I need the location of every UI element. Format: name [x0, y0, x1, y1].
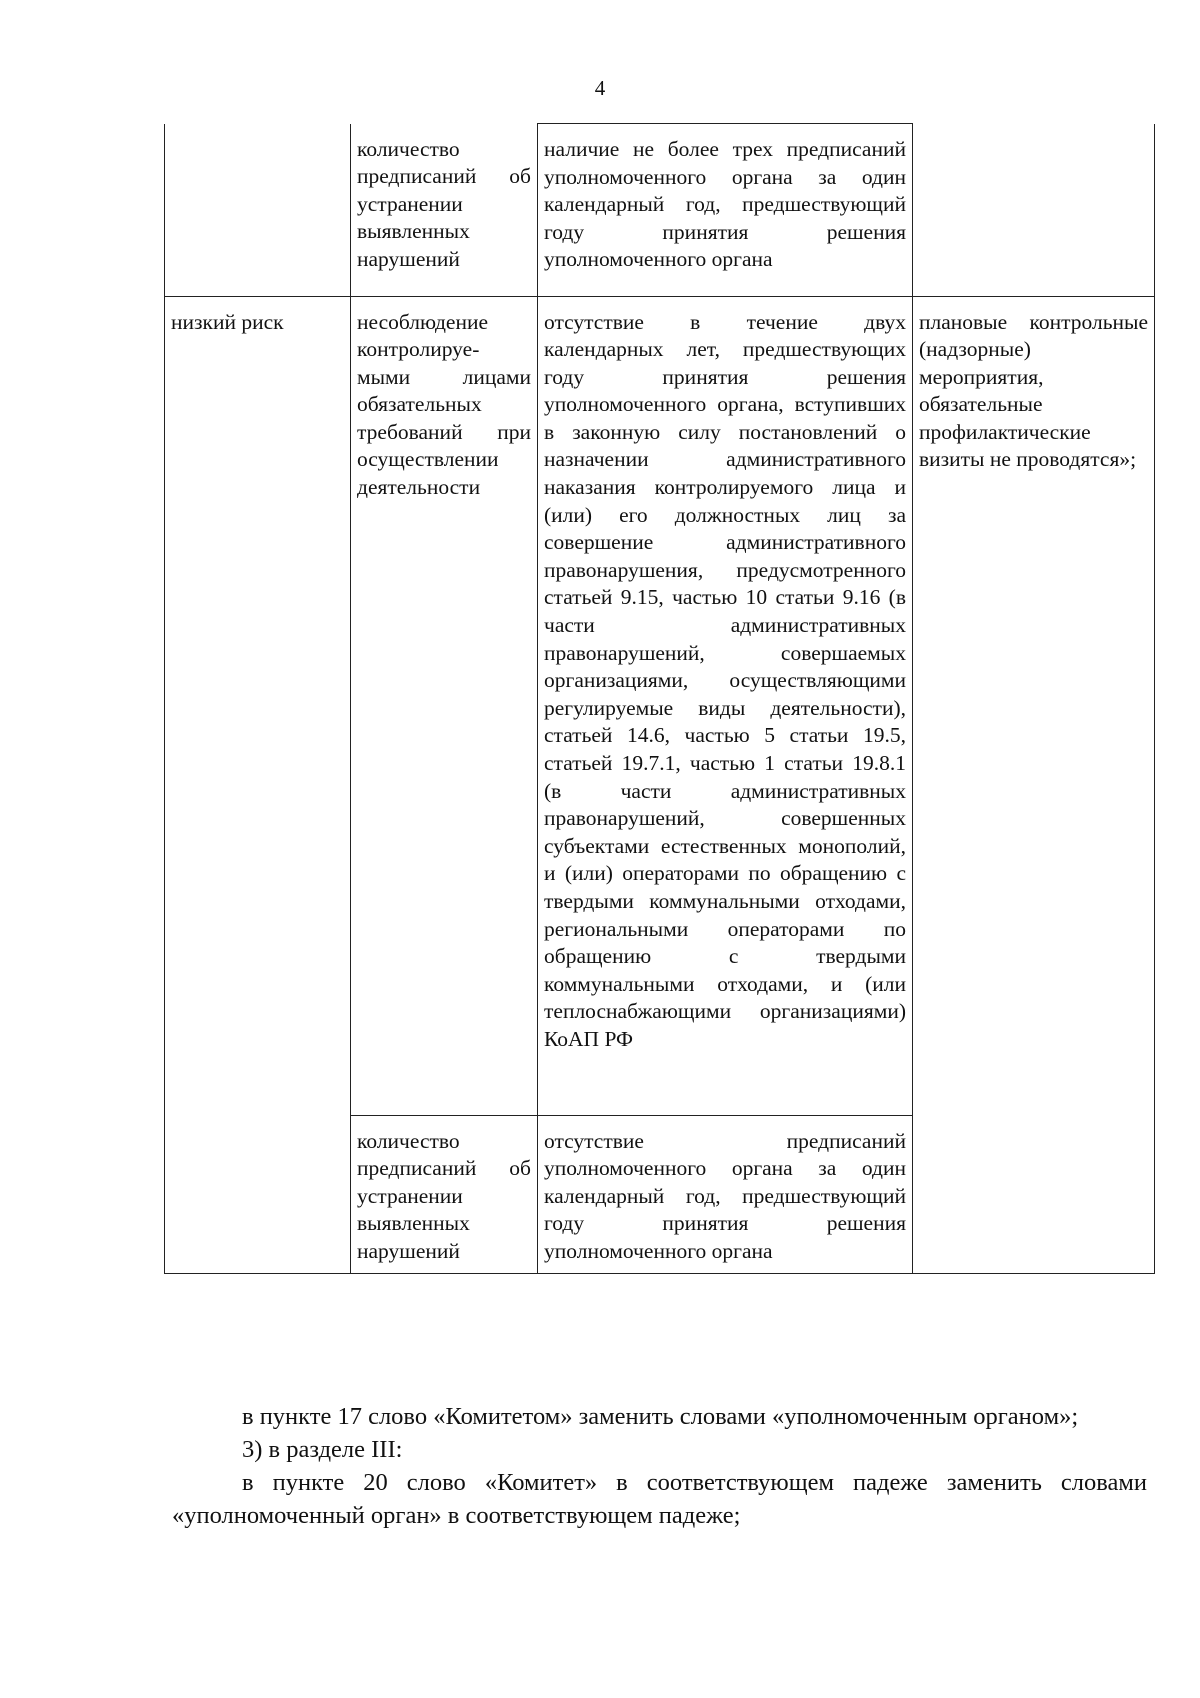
- paragraph: в пункте 20 слово «Комитет» в соответствующем падеже заменить словами «уполномоченный орган» в соответствующем падеже;: [172, 1469, 1147, 1529]
- indicator-text: наличие не более трех предписаний уполномоченного органа за один календарный год, предшествующий году принятия решения уполномоченного органа: [544, 137, 906, 272]
- page-number: 4: [594, 76, 606, 100]
- body-text: [172, 1400, 1147, 1532]
- table-cell-measures-empty: [913, 124, 1155, 297]
- risk-criteria-table: [164, 123, 1155, 1274]
- table-cell-category: [165, 296, 351, 1274]
- paragraph: в пункте 17 слово «Комитетом» заменить словами «уполномоченным органом»;: [242, 1403, 1079, 1430]
- table-cell-category-empty: [165, 124, 351, 297]
- measures-text: плановые контрольные (надзорные) мероприятия, обязательные профилактические визиты не проводятся»;: [919, 309, 1148, 472]
- table-cell-indicator: [538, 124, 913, 297]
- criterion-text: количество предписаний об устранении выявленных нарушений: [357, 1128, 531, 1263]
- table-row: [165, 296, 1155, 1115]
- table-cell-indicator: [538, 1115, 913, 1274]
- risk-category-label: низкий риск: [171, 309, 284, 334]
- criterion-text: несоблюдение контролируе-мыми лицами обязательных требований при осуществлении деятельности: [357, 309, 531, 500]
- criterion-text: количество предписаний об устранении выявленных нарушений: [357, 136, 531, 271]
- table-cell-criterion: [351, 296, 538, 1115]
- indicator-text: отсутствие предписаний уполномоченного органа за один календарный год, предшествующий году принятия решения уполномоченного органа: [544, 1128, 906, 1263]
- table-cell-indicator: [538, 296, 913, 1115]
- indicator-text: отсутствие в течение двух календарных лет, предшествующих году принятия решения уполномоченного органа, вступивших в законную силу постановлений о назначении административного наказания контролируемого лица и (или) его должностных лиц за совершение административного правонарушения, предусмотренного статьей 9.15, частью 10 статьи 9.16 (в части административных правонарушений, совершаемых организациями, осуществляющими регулируемые виды деятельности), статьей 14.6, частью 5 статьи 19.5, статьей 19.7.1, частью 1 статьи 19.8.1 (в части административных правонарушений, совершенных субъектами естественных монополий, и (или) операторами по обращению с твердыми коммунальными отходами, региональными операторами по обращению с твердыми коммунальными отходами, и (или теплоснабжающими организациями) КоАП РФ: [544, 309, 906, 1051]
- table-cell-criterion: [351, 1115, 538, 1274]
- paragraph: 3) в разделе III:: [242, 1436, 403, 1463]
- table-row: [165, 124, 1155, 297]
- table-cell-measures: [913, 296, 1155, 1274]
- table-cell-criterion: [351, 124, 538, 297]
